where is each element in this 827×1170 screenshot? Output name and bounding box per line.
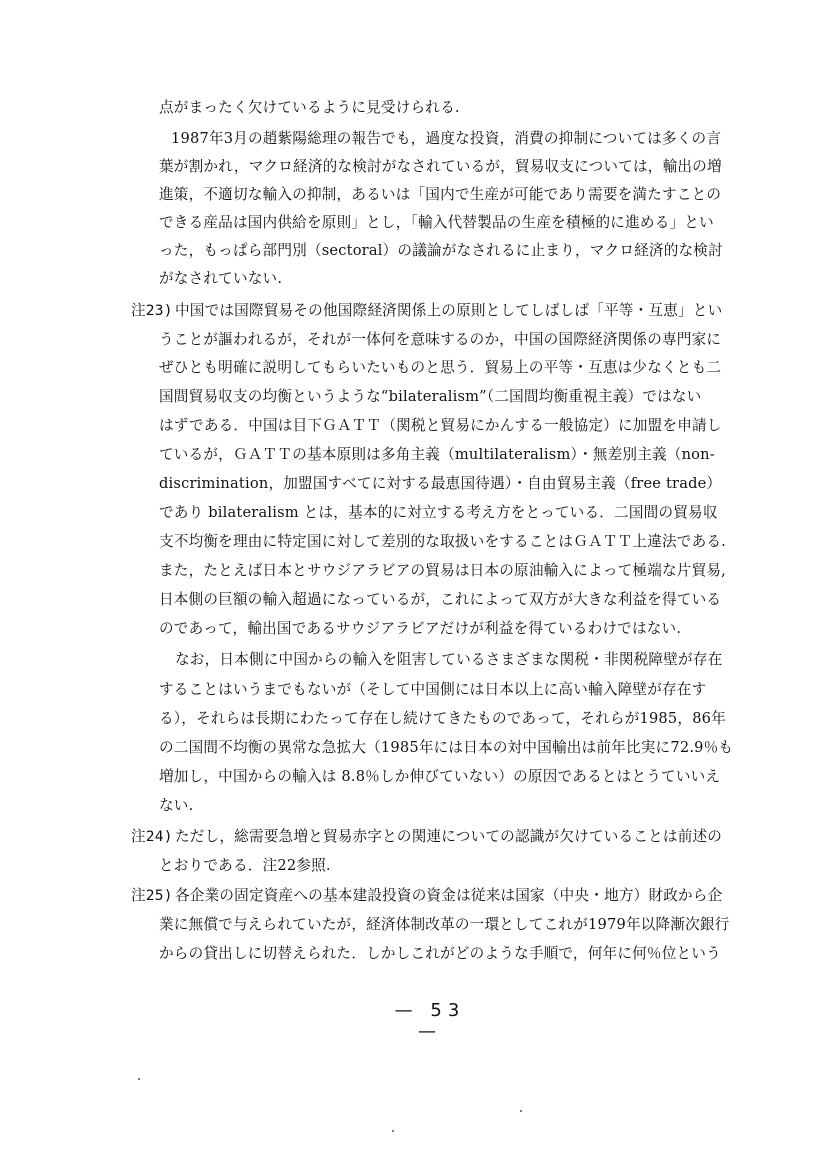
text-line: ぜひとも明確に説明してもらいたいものと思う．貿易上の平等・互恵は少なくとも二 [159,359,722,376]
text-line: なお，日本側に中国からの輸入を阻害しているさまざまな関税・非関税障壁が存在 [175,651,723,668]
text-line: 日本側の巨額の輸入超過になっているが，これによって双方が大きな利益を得ている [159,591,722,608]
text-line: うことが謳われるが，それが一体何を意味するのか，中国の国際経済関係の専門家に [159,331,722,348]
text-line: とおりである．注22参照. [159,857,331,874]
text-line: 支不均衡を理由に特定国に対して差別的な取扱いをすることはＧＡＴＴ上違法である. [159,533,727,550]
text-line: の二国間不均衡の異常な急拡大（1985年には日本の対中国輸出は前年比実に72.9％も [159,739,734,756]
text-line: 進策，不適切な輸入の抑制，あるいは「国内で生産が可能であり需要を満たすことの [159,186,722,203]
text-line: 増加し，中国からの輸入は 8.8％しか伸びていない）の原因であるとはとうていいえ [159,768,721,785]
note-marker-24: 注24) [131,828,173,845]
text-line: 各企業の固定資産への基本建設投資の資金は従来は国家（中央・地方）財政から企 [175,887,723,904]
text-line: った，もっぱら部門別（sectoral）の議論がなされるに止まり，マクロ経済的な検討 [159,242,723,259]
text-line: 葉が割かれ，マクロ経済的な検討がなされているが，貿易収支については，輸出の増 [159,158,722,175]
text-line: であり bilateralism とは，基本的に対立する考え方をとっている．二国間の貿易収 [159,504,718,521]
text-line: る），それらは長期にわたって存在し続けてきたものであって，それらが1985，86年 [159,710,726,727]
scan-speck [138,1078,140,1080]
text-line: のであって，輸出国であるサウジアラビアだけが利益を得ているわけではない. [159,620,682,637]
scan-speck [392,1130,394,1132]
text-line: 点がまったく欠けているように見受けられる. [159,99,460,116]
text-line: がなされていない. [159,270,283,287]
note-marker-25: 注25) [131,887,173,904]
scan-speck [520,1110,522,1112]
page-number: — 53 — [394,1000,466,1042]
text-line: 中国では国際貿易その他国際経済関係上の原則としてしばしば「平等・互恵」とい [175,302,723,319]
text-line: ただし，総需要急増と貿易赤字との関連についての認識が欠けていることは前述の [175,828,723,845]
text-line: からの貸出しに切替えられた．しかしこれがどのような手順で，何年に何％位という [159,945,721,962]
text-line: ているが，ＧＡＴＴの基本原則は多角主義（multilateralism）・無差別主義（non- [159,446,715,463]
text-line: また，たとえば日本とサウジアラビアの貿易は日本の原油輸入によって極端な片貿易, [159,562,727,579]
text-line: 国間貿易収支の均衡というような“bilateralism”（二国間均衡重視主義）ではない [159,388,702,405]
note-marker-23: 注23) [131,302,173,319]
text-line: できる産品は国内供給を原則」とし，「輸入代替製品の生産を積極的に進める」とい [159,214,714,231]
text-line: 業に無償で与えられていたが，経済体制改革の一環としてこれが1979年以降漸次銀行 [159,916,730,933]
text-line: することはいうまでもないが（そして中国側には日本以上に高い輸入障壁が存在す [159,681,707,698]
text-line: はずである．中国は目下ＧＡＴＴ（関税と貿易にかんする一般協定）に加盟を申請し [159,417,722,434]
text-line: discrimination，加盟国すべてに対する最恵国待遇）・自由貿易主義（free trade） [159,475,722,492]
text-line: ない. [159,797,194,814]
text-line: 1987年3月の趙紫陽総理の報告でも，過度な投資，消費の抑制については多くの言 [171,130,722,147]
